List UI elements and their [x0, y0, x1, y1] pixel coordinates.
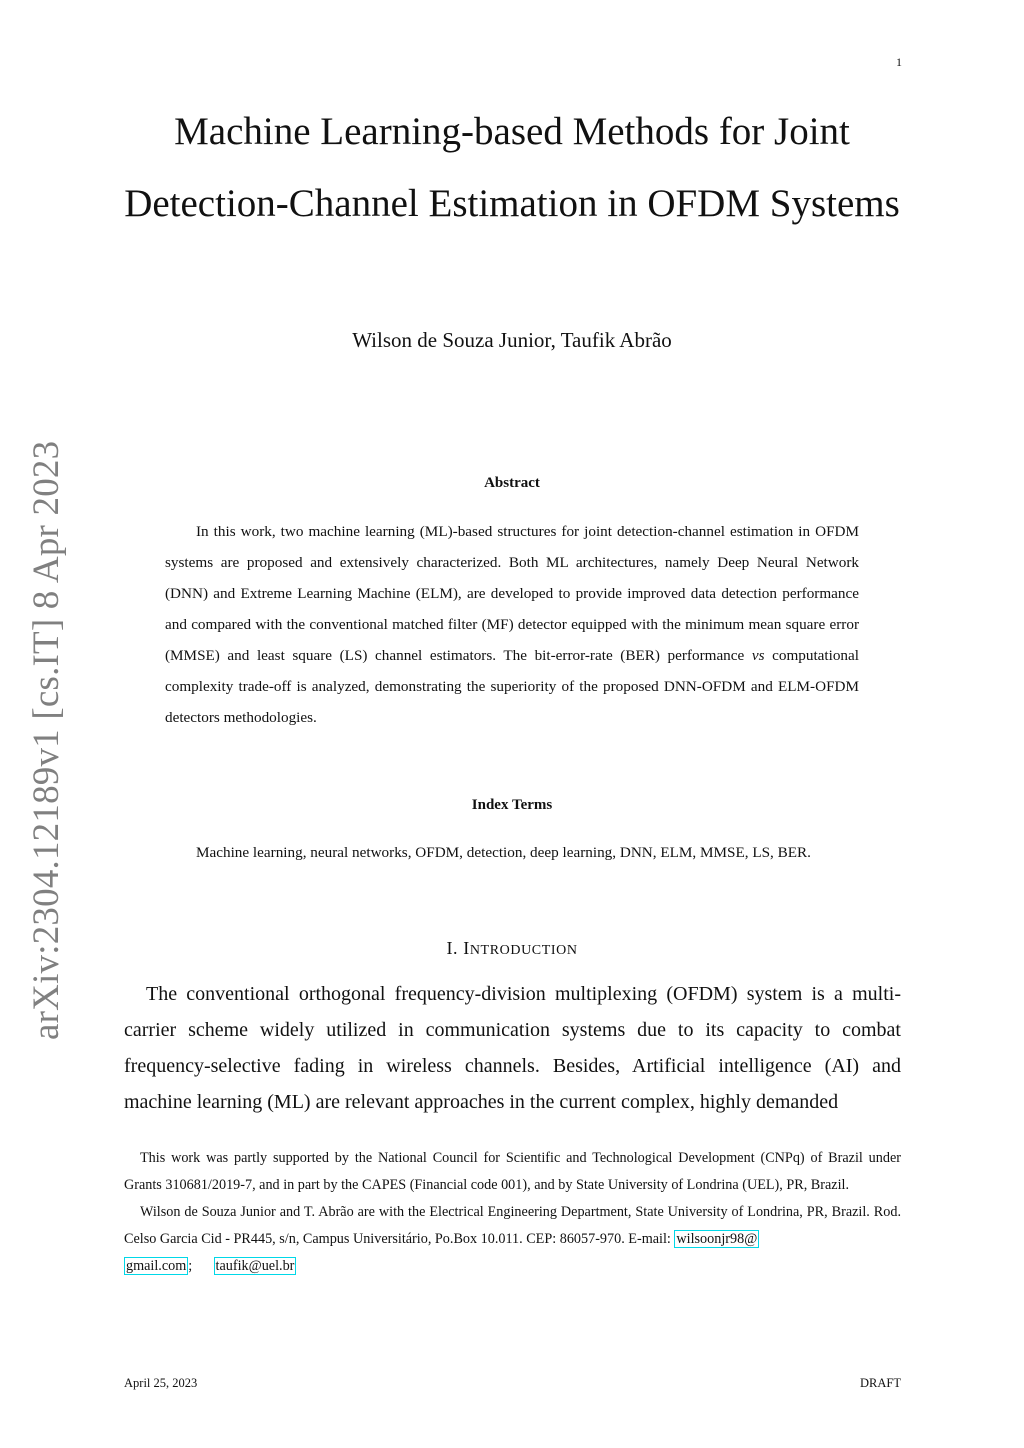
introduction-heading [112, 938, 912, 959]
abstract-text [165, 516, 859, 733]
index-terms-text: Machine learning, neural networks, OFDM, detection, deep learning, DNN, ELM, MMSE, LS, BER. [196, 844, 811, 861]
email-separator: ; [188, 1258, 193, 1274]
affiliation-footnote [124, 1199, 901, 1280]
section-heading-rest: NTRODUCTION [469, 943, 578, 958]
funding-footnote: This work was partly supported by the National Council for Scientific and Technological Development (CNPq) of Brazil under Grants 310681/2019-7, and in part by the CAPES (Financial code 001), and by State University of Londrina (UEL), PR, Brazil. [124, 1150, 901, 1193]
email-link-wilson-part1[interactable]: wilsoonjr98@ [676, 1231, 758, 1247]
abstract-heading: Abstract [484, 475, 540, 491]
abstract-text-part1: In this work, two machine learning (ML)-based structures for joint detection-channel estimation in OFDM systems are proposed and extensively characterized. Both ML architectures, namely Deep Neural Network (DNN) and Extreme Learning Machine (ELM), are developed to provide improved data detection performance and compared with the conventional matched filter (MF) detector equipped with the minimum mean square error (MMSE) and least square (LS) channel estimators. The bit-error-rate (BER) performance [165, 523, 859, 664]
email-link-wilson-part2[interactable]: gmail.com [126, 1258, 187, 1274]
page-number: 1 [896, 55, 902, 69]
index-terms-heading: Index Terms [471, 797, 553, 813]
abstract-text-part2: computational complexity trade-off is analyzed, demonstrating the superiority of the proposed DNN-OFDM and ELM-OFDM detectors methodologies. [165, 647, 859, 726]
author-list: Wilson de Souza Junior, Taufik Abrão [352, 328, 672, 352]
abstract-text-emphasis: vs [751, 647, 765, 664]
introduction-text: The conventional orthogonal frequency-division multiplexing (OFDM) system is a multi-carrier scheme widely utilized in communication systems due to its capacity to combat frequency-selective fading in wireless channels. Besides, Artificial intelligence (AI) and machine learning (ML) are relevant approaches in the current complex, highly demanded [124, 983, 901, 1113]
paper-title: Machine Learning-based Methods for Joint Detection-Channel Estimation in OFDM Systems [124, 110, 900, 225]
footer-draft-label: DRAFT [860, 1376, 901, 1390]
footer-date: April 25, 2023 [124, 1376, 198, 1390]
footnotes [124, 1145, 901, 1280]
email-link-taufik[interactable]: taufik@uel.br [215, 1258, 295, 1274]
section-heading-initial: I [463, 938, 470, 958]
affiliation-text: Wilson de Souza Junior and T. Abrão are with the Electrical Engineering Department, State University of Londrina, PR, Brazil. Rod. Celso Garcia Cid - PR445, s/n, Campus Universitário, Po.Box 10.011. CEP: 86057-970. E-mail: [124, 1204, 901, 1247]
section-number: I. [446, 938, 464, 958]
arxiv-identifier-stamp[interactable]: arXiv:2304.12189v1 [cs.IT] 8 Apr 2023 [26, 440, 67, 1040]
